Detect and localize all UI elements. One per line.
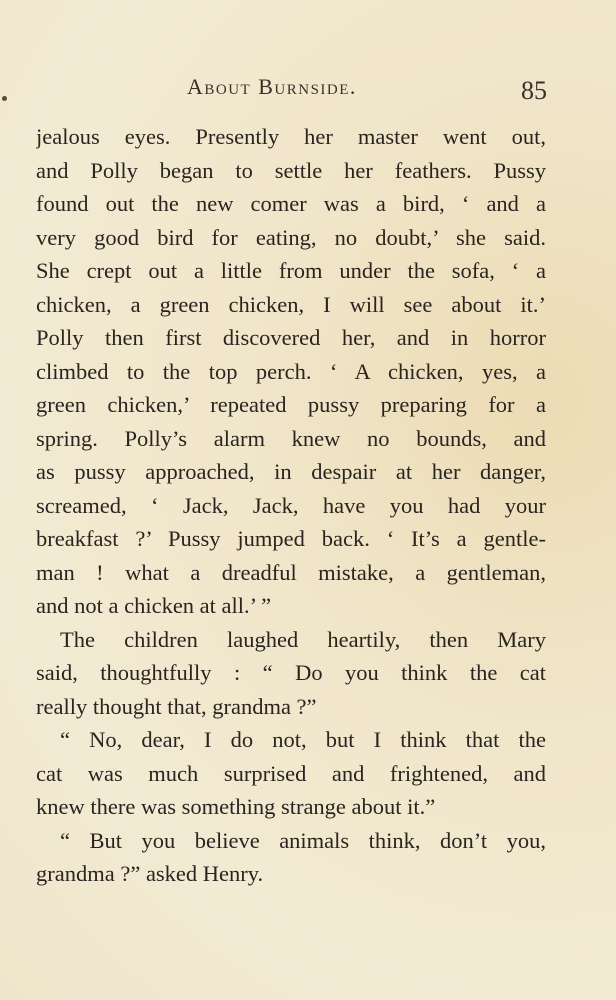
text-line: “ But you believe animals think, don’t you, — [60, 827, 546, 853]
page-number: 85 — [521, 76, 547, 105]
text-line: and not a chicken at all.’ ” — [36, 593, 272, 618]
text-line: chicken, a green chicken, I will see about it.’ — [36, 291, 546, 317]
text-line: Polly then first discovered her, and in horror — [36, 325, 546, 350]
text-line: green chicken,’ repeated pussy preparing for a — [36, 392, 546, 417]
text-line: spring. Polly’s alarm knew no bounds, and — [36, 425, 546, 451]
text-line: “ No, dear, I do not, but I think that the — [60, 727, 546, 752]
text-line: very good bird for eating, no doubt,’ she said. — [36, 224, 546, 250]
text-line: screamed, ‘ Jack, Jack, have you had your — [36, 492, 546, 518]
text-line: cat was much surprised and frightened, and — [36, 760, 546, 786]
body-text — [36, 120, 546, 891]
running-head-title: About Burnside. — [187, 74, 357, 99]
text-line: found out the new comer was a bird, ‘ and a — [36, 191, 546, 216]
running-head — [0, 74, 616, 104]
text-line: climbed to the top perch. ‘ A chicken, yes, a — [36, 358, 546, 384]
text-line: She crept out a little from under the sofa, ‘ a — [36, 258, 546, 283]
text-line: knew there was something strange about it.” — [36, 794, 436, 819]
text-line: said, thoughtfully : “ Do you think the cat — [36, 660, 546, 685]
text-line: breakfast ?’ Pussy jumped back. ‘ It’s a gentle- — [36, 526, 546, 551]
text-line: grandma ?” asked Henry. — [36, 861, 264, 886]
text-line: jealous eyes. Presently her master went out, — [36, 124, 546, 149]
text-line: man ! what a dreadful mistake, a gentleman, — [36, 559, 546, 585]
text-line: The children laughed heartily, then Mary — [60, 626, 546, 652]
text-line: really thought that, grandma ?” — [36, 693, 317, 719]
text-line: and Polly began to settle her feathers. Pussy — [36, 157, 546, 183]
text-line: as pussy approached, in despair at her danger, — [36, 459, 546, 484]
